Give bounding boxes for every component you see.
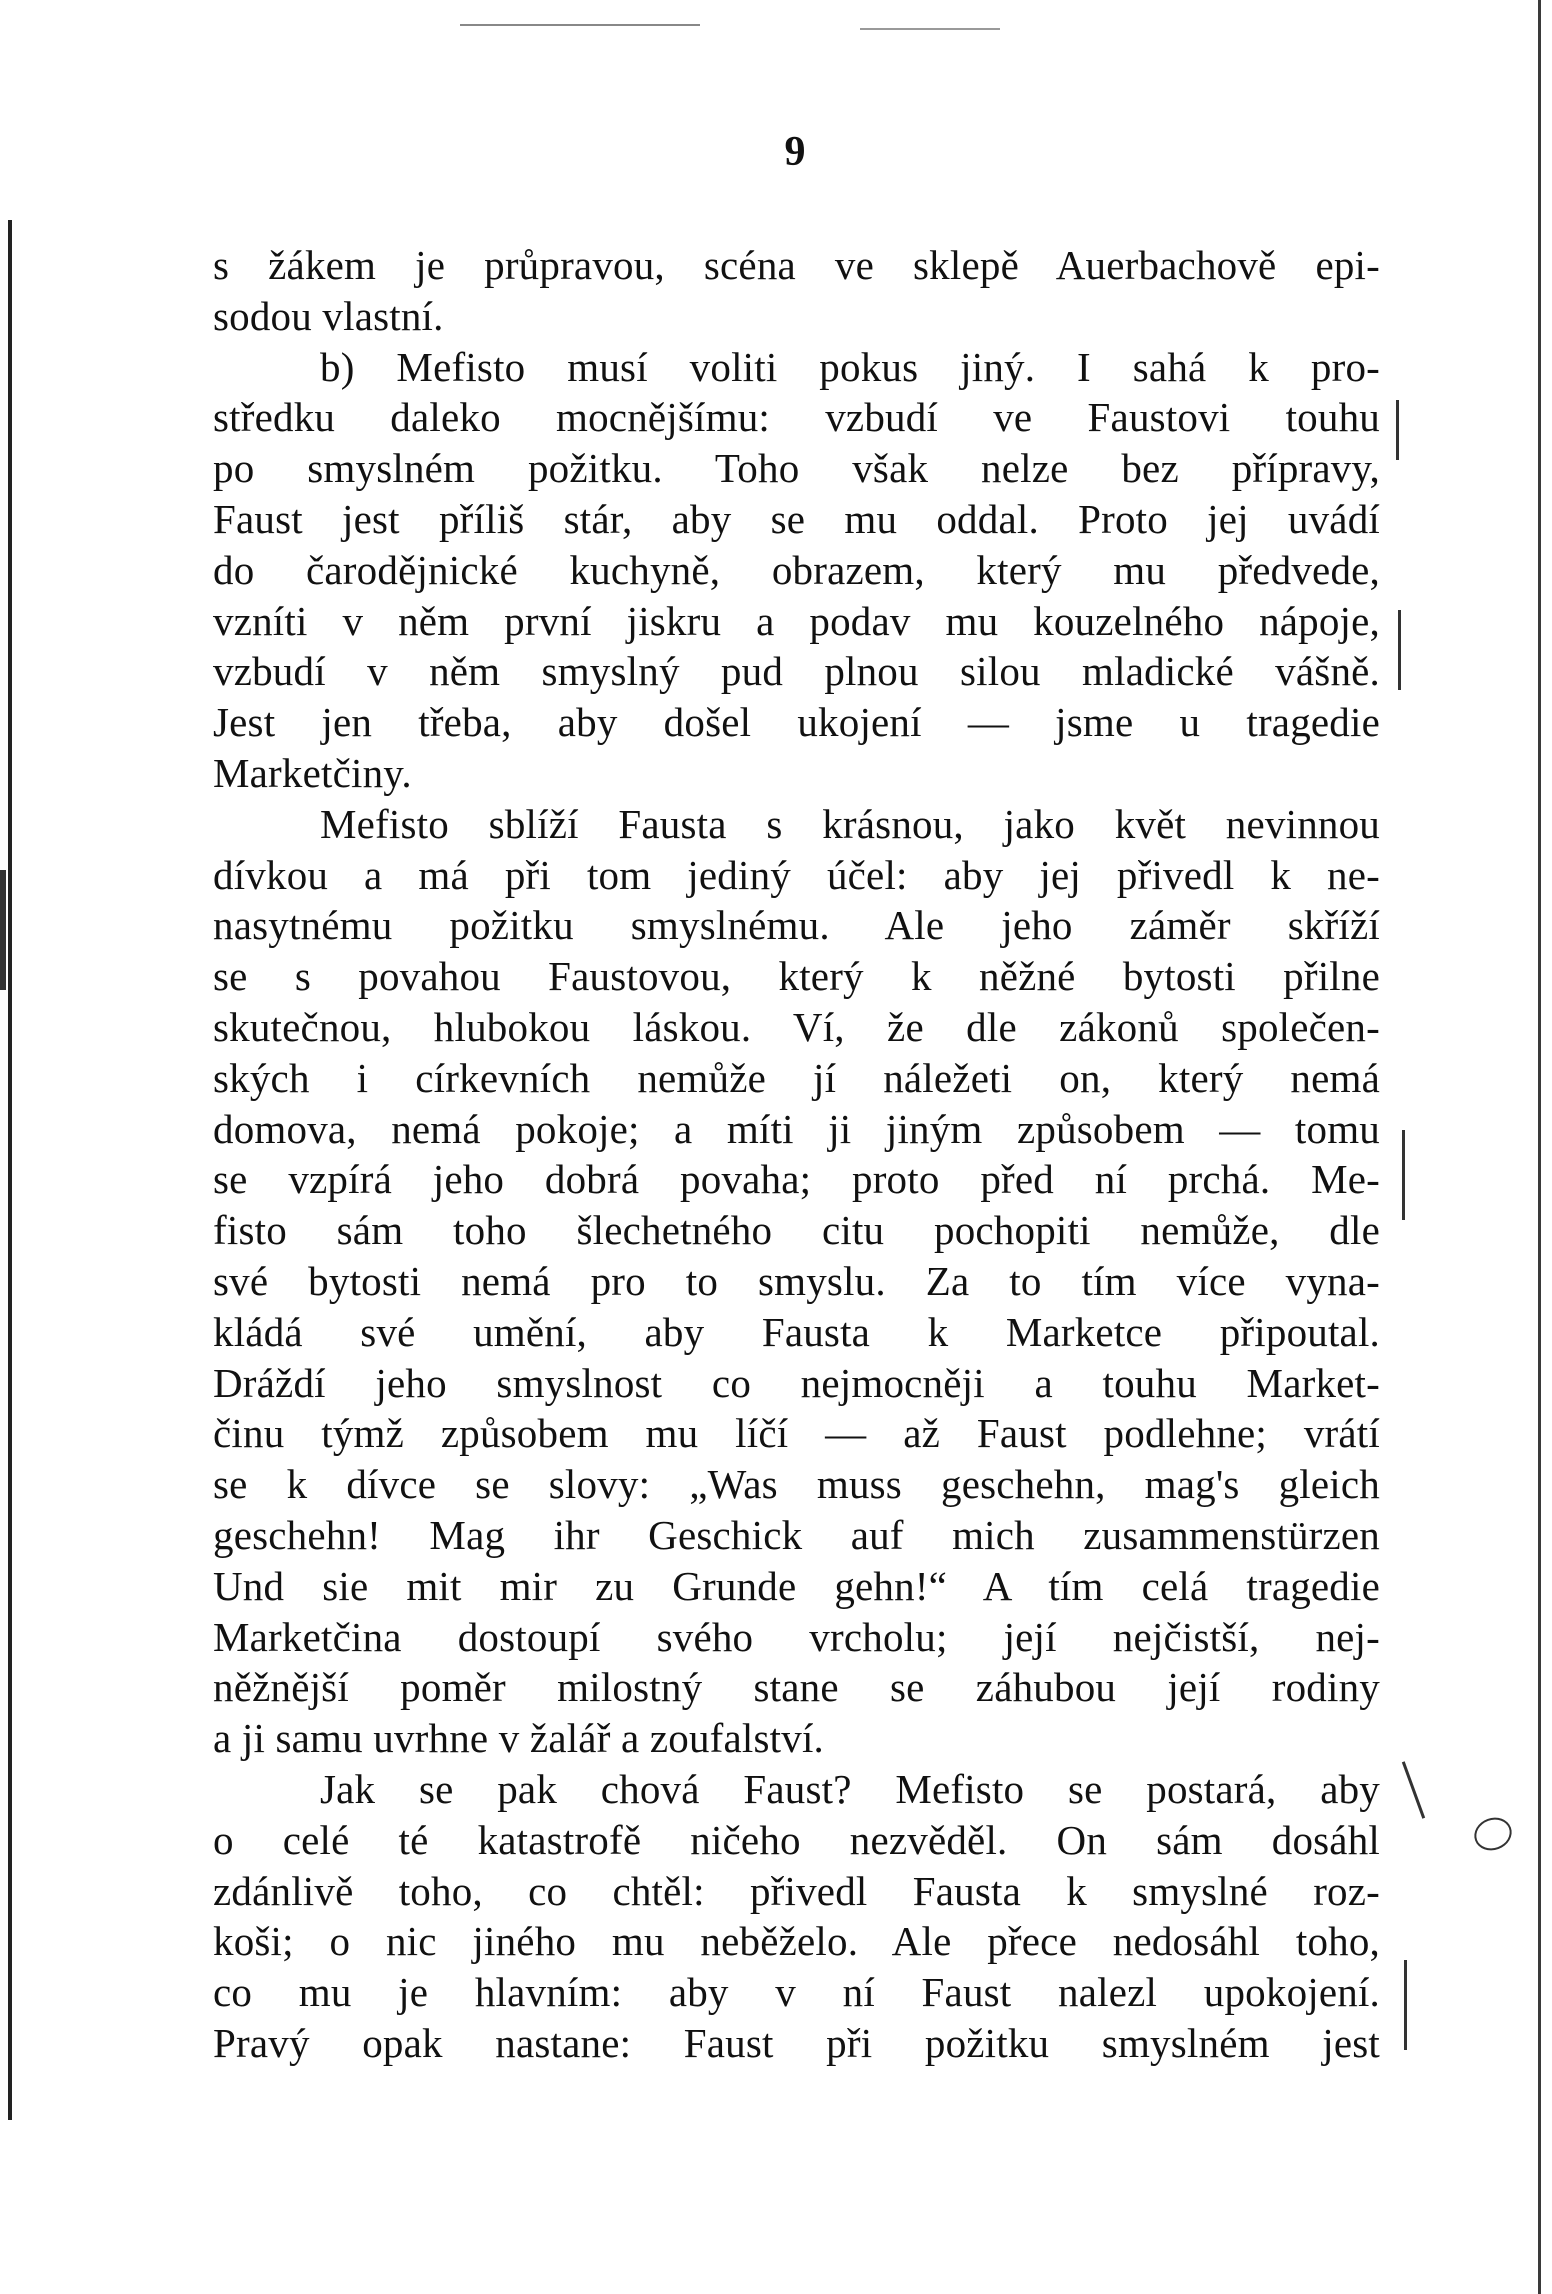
scan-left-edge-mark <box>0 870 6 990</box>
scan-top-rule <box>460 24 700 26</box>
text-line: nasytnému požitku smyslnému. Ale jeho záměr skříží <box>213 902 1380 949</box>
text-line: domova, nemá pokoje; a míti ji jiným způsobem — tomu <box>213 1105 1380 1152</box>
margin-pencil-mark <box>1396 400 1399 460</box>
text-line: geschehn! Mag ihr Geschick auf mich zusammenstürzen <box>213 1511 1380 1558</box>
text-line: Jest jen třeba, aby došel ukojení — jsme u tragedie <box>213 699 1380 746</box>
text-line: dívkou a má při tom jediný účel: aby jej přivedl k ne- <box>213 851 1380 898</box>
text-line: Dráždí jeho smyslnost co nejmocněji a touhu Market- <box>213 1359 1380 1406</box>
text-line: Marketčina dostoupí svého vrcholu; její nejčistší, nej- <box>213 1613 1380 1660</box>
text-line: se s povahou Faustovou, který k něžné bytosti přilne <box>213 953 1380 1000</box>
page-number: 9 <box>784 129 806 175</box>
margin-pencil-mark <box>1404 1960 1407 2050</box>
text-line: po smyslném požitku. Toho však nelze bez přípravy, <box>213 445 1380 492</box>
scan-right-edge <box>1538 0 1541 2294</box>
text-line: zdánlivě toho, co chtěl: přivedl Fausta k smyslné roz- <box>213 1867 1380 1914</box>
margin-pencil-mark <box>1402 1130 1405 1220</box>
margin-circle-mark <box>1470 1812 1517 1855</box>
text-line: něžnější poměr milostný stane se záhubou její rodiny <box>213 1664 1380 1711</box>
text-line: fisto sám toho šlechetného citu pochopiti nemůže, dle <box>213 1207 1380 1254</box>
text-line: Pravý opak nastane: Faust při požitku smyslném jest <box>213 2019 1380 2066</box>
text-line: sodou vlastní. <box>213 292 444 339</box>
text-line: o celé té katastrofě ničeho nezvěděl. On sám dosáhl <box>213 1816 1380 1863</box>
text-line: co mu je hlavním: aby v ní Faust nalezl upokojení. <box>213 1969 1380 2016</box>
text-line: s žákem je průpravou, scéna ve sklepě Auerbachově epi- <box>213 242 1380 288</box>
text-line: středku daleko mocnějšímu: vzbudí ve Faustovi touhu <box>213 394 1380 441</box>
text-line: Jak se pak chová Faust? Mefisto se postará, aby <box>320 1765 1380 1812</box>
margin-pencil-mark <box>1398 610 1401 690</box>
body-text <box>213 240 1380 2069</box>
text-line: vzníti v něm první jiskru a podav mu kouzelného nápoje, <box>213 597 1380 644</box>
text-line: koši; o nic jiného mu neběželo. Ale přece nedosáhl toho, <box>213 1918 1380 1965</box>
scan-left-edge <box>8 220 12 2120</box>
text-line: do čarodějnické kuchyně, obrazem, který mu předvede, <box>213 546 1380 593</box>
text-line: své bytosti nemá pro to smyslu. Za to tím více vyna- <box>213 1257 1380 1304</box>
text-line: skutečnou, hlubokou láskou. Ví, že dle zákonů společen- <box>213 1003 1380 1050</box>
text-line: Und sie mit mir zu Grunde gehn!“ A tím celá tragedie <box>213 1562 1380 1609</box>
scan-top-rule <box>860 28 1000 30</box>
text-line: b) Mefisto musí voliti pokus jiný. I sahá k pro- <box>320 343 1380 390</box>
text-line: vzbudí v něm smyslný pud plnou silou mladické vášně. <box>213 648 1380 695</box>
margin-pencil-mark <box>1402 1761 1425 1818</box>
text-line: Marketčiny. <box>213 749 412 796</box>
text-line: Mefisto sblíží Fausta s krásnou, jako květ nevinnou <box>320 800 1380 847</box>
text-line: kládá své umění, aby Fausta k Marketce připoutal. <box>213 1308 1380 1355</box>
text-line: činu týmž způsobem mu líčí — až Faust podlehne; vrátí <box>213 1410 1380 1457</box>
text-line: ských i církevních nemůže jí náležeti on, který nemá <box>213 1054 1380 1101</box>
text-line: se k dívce se slovy: „Was muss geschehn, mag's gleich <box>213 1461 1380 1508</box>
text-line: Faust jest příliš stár, aby se mu oddal. Proto jej uvádí <box>213 495 1380 542</box>
text-line: a ji samu uvrhne v žalář a zoufalství. <box>213 1715 824 1762</box>
text-line: se vzpírá jeho dobrá povaha; proto před ní prchá. Me- <box>213 1156 1380 1203</box>
